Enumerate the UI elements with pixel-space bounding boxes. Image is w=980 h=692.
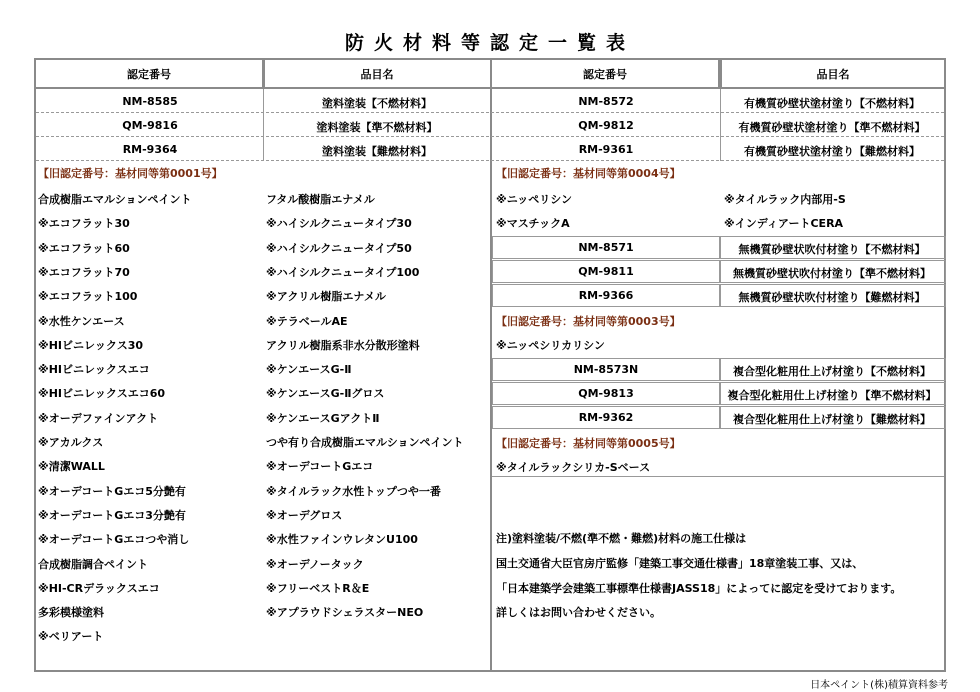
list-item: ※ケンエースGアクトⅡ — [266, 411, 380, 425]
header-item-name-left: 品目名 — [360, 67, 394, 81]
header-divider-left — [263, 60, 265, 87]
list-item: ※オーデコートGエコつや消し — [38, 533, 190, 547]
list-item: ※エコフラット70 — [38, 265, 130, 279]
right-section-label-2: 【旧認定番号：基材同等第0003号】 — [496, 315, 681, 328]
row-divider — [492, 476, 944, 477]
list-item: 合成樹脂エマルションペイント — [38, 193, 192, 206]
header-item-name-right: 品目名 — [720, 60, 944, 87]
list-item: ※インディアートCERA — [724, 217, 844, 230]
item-name: 有機質砂壁状塗材塗り【難燃材料】 — [744, 145, 920, 158]
list-item: ※ハイシルクニュータイプ50 — [266, 241, 412, 255]
list-item: ※水性ケンエース — [38, 314, 125, 328]
list-item: ※フリーベストR＆E — [266, 581, 370, 595]
list-item: ※アクリル樹脂エナメル — [266, 290, 386, 304]
item-name: 無機質砂壁状吹付材塗り【不燃材料】 — [738, 243, 926, 256]
list-item: ※マスチックA — [496, 217, 570, 230]
item-name: 無機質砂壁状吹付材塗り【準不燃材料】 — [733, 267, 931, 280]
list-item: ※アカルクス — [38, 436, 104, 449]
list-item: ※オーデグロス — [266, 508, 343, 522]
item-name: 複合型化粧用仕上げ材塗り【不燃材料】 — [733, 365, 931, 378]
item-name: 有機質砂壁状塗材塗り【不燃材料】 — [744, 97, 920, 110]
list-item: 多彩模様塗料 — [38, 606, 104, 620]
item-name: 有機質砂壁状塗材塗り【準不燃材料】 — [738, 121, 926, 134]
list-item: ※エコフラット100 — [38, 290, 138, 304]
list-item: ※タイルラックシリカ-Sベース — [496, 461, 651, 474]
list-item: ※ハイシルクニュータイプ30 — [266, 217, 412, 231]
row-divider — [36, 136, 944, 137]
cert-number: RM-9366 — [578, 289, 634, 302]
cert-number: QM-9813 — [578, 387, 634, 400]
cert-number: NM-8585 — [122, 95, 178, 108]
cert-number: RM-9361 — [578, 143, 634, 156]
column-divider — [720, 89, 721, 161]
cert-number: QM-9811 — [578, 265, 634, 278]
cert-number: RM-9362 — [578, 411, 634, 424]
list-item: ※HIビニレックスエコ60 — [38, 387, 166, 401]
cert-number: RM-9364 — [122, 143, 178, 156]
item-name: 塗料塗装【難燃材料】 — [322, 145, 432, 158]
note-line: 国土交通省大臣官房庁監修「建築工事交通仕様書」18章塗装工事、又は、 — [496, 557, 864, 570]
cert-number: NM-8573N — [573, 363, 639, 376]
item-name: 無機質砂壁状吹付材塗り【難燃材料】 — [738, 291, 926, 304]
list-item: ※エコフラット30 — [38, 217, 130, 231]
footer-source: 日本ペイント(株)積算資料参考 — [810, 680, 948, 691]
header-cert-number-left: 認定番号 — [36, 60, 264, 87]
list-item: ※アプラウドシェラスターNEO — [266, 606, 424, 620]
header-cert-number-right: 認定番号 — [492, 60, 720, 87]
list-item: ※タイルラック内部用-S — [724, 193, 846, 206]
list-item: ※清潔WALL — [38, 460, 105, 474]
list-item: ※テラベールAE — [266, 314, 348, 328]
list-item: つや有り合成樹脂エマルションペイント — [266, 436, 464, 449]
list-item: ※オーデコートGエコ5分艶有 — [38, 484, 186, 498]
left-section-label: 【旧認定番号：基材同等第0001号】 — [38, 167, 223, 180]
list-item: ※ケンエースG-Ⅱ — [266, 363, 352, 377]
list-item: ※オーデファインアクト — [38, 411, 159, 425]
row-divider — [36, 112, 944, 113]
list-item: フタル酸樹脂エナメル — [266, 193, 375, 206]
item-name: 塗料塗装【準不燃材料】 — [316, 121, 438, 134]
list-item: ※タイルラック水性トップつや一番 — [266, 484, 441, 498]
list-item: アクリル樹脂系非水分散形塗料 — [266, 338, 420, 352]
list-item: ※オーデコートGエコ3分艶有 — [38, 508, 186, 522]
list-item: ※HIビニレックス30 — [38, 338, 144, 352]
row-divider — [36, 160, 944, 161]
list-item: ※HI-CRデラックスエコ — [38, 581, 160, 595]
item-name: 複合型化粧用仕上げ材塗り【準不燃材料】 — [727, 389, 937, 402]
note-line: 「日本建築学会建築工事標準仕様書JASS18」によってに認定を受けております。 — [496, 582, 902, 595]
list-item: ※オーデノータック — [266, 557, 364, 571]
list-item: ※ハイシルクニュータイプ100 — [266, 265, 420, 279]
cert-number: NM-8571 — [578, 241, 634, 254]
cert-number: NM-8572 — [578, 95, 634, 108]
list-item: ※ケンエースG-Ⅱグロス — [266, 387, 385, 401]
list-item: ※オーデコートGエコ — [266, 460, 374, 474]
right-section-label-1: 【旧認定番号：基材同等第0004号】 — [496, 167, 681, 180]
list-item: ※HIビニレックスエコ — [38, 363, 150, 377]
note-line: 詳しくはお問い合わせください。 — [496, 606, 661, 619]
list-item: 合成樹脂調合ペイント — [38, 557, 148, 571]
list-item: ※水性ファインウレタンU100 — [266, 533, 418, 547]
list-item: ※エコフラット60 — [38, 241, 130, 255]
cert-number: QM-9812 — [578, 119, 634, 132]
item-name: 塗料塗装【不燃材料】 — [322, 97, 432, 110]
column-divider — [263, 89, 264, 161]
page-title: 防火材料等認定一覧表 — [344, 32, 635, 54]
note-line: 注)塗料塗装/不燃(準不燃・難燃)材料の施工仕様は — [496, 532, 747, 545]
right-section-label-3: 【旧認定番号：基材同等第0005号】 — [496, 437, 681, 450]
item-name: 複合型化粧用仕上げ材塗り【難燃材料】 — [733, 413, 931, 426]
list-item: ※ベリアート — [38, 630, 104, 644]
list-item: ※ニッペシリカリシン — [496, 339, 605, 352]
cert-number: QM-9816 — [122, 119, 178, 132]
list-item: ※ニッペリシン — [496, 193, 572, 206]
